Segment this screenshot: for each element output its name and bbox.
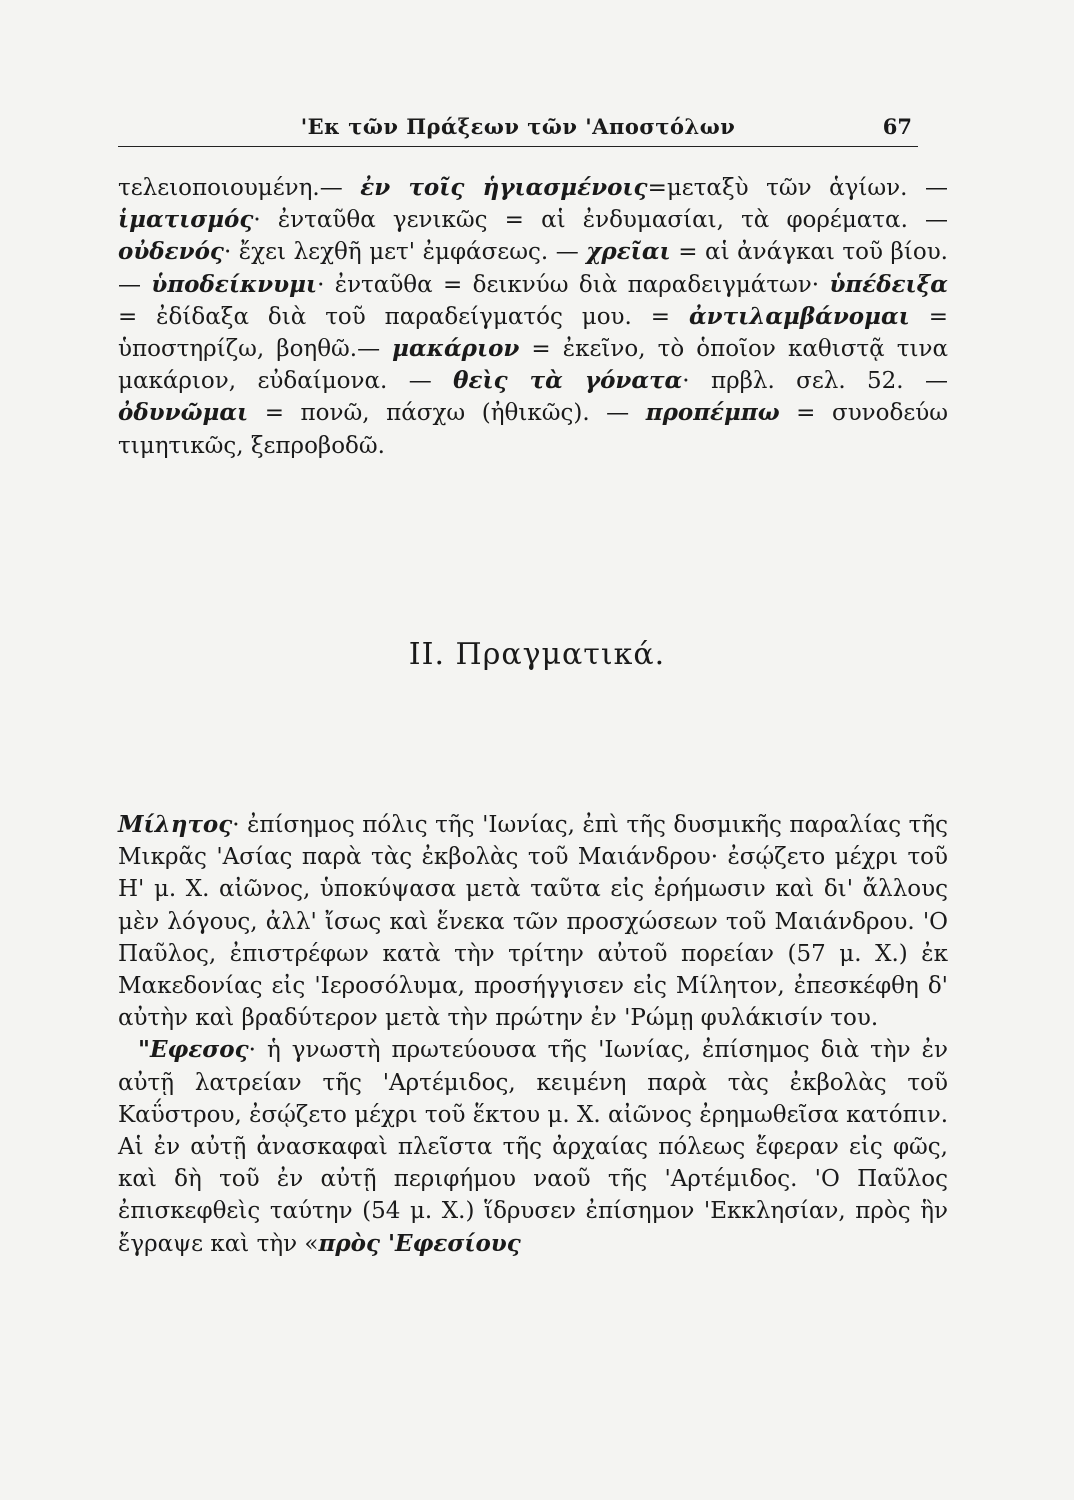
body-text: = συνοδεύω τιμητικῶς, ξεπροβοδῶ. [118, 400, 949, 459]
section-heading: II. Πραγματικά. [408, 637, 666, 672]
glossary-term: ὀδυνῶμαι [118, 399, 249, 427]
body-text: · ἡ γνωστὴ πρωτεύουσα τῆς 'Ιωνίας, ἐπίσημος διὰ τὴν ἐν αὐτῇ λατρείαν τῆς 'Αρτέμιδος, κειμένη παρὰ τὰς ἐκβολὰς τοῦ Καΰστρου, ἐσῴζετο μέχρι τοῦ ἕκτου μ. Χ. αἰῶνος ἐρημωθεῖσα κατόπιν. Αἱ ἐν αὐτῇ ἀνασκαφαὶ πλεῖστα τῆς ἀρχαίας πόλεως ἔφεραν εἰς φῶς, καὶ δὴ τοῦ ἐν αὐτῇ περιφήμου ναοῦ τῆς 'Αρτέμιδος. 'Ο Παῦλος ἐπισκεφθεὶς ταύτην (54 μ. Χ.) ἵδρυσεν ἐπίσημον 'Εκκλησίαν, πρὸς ἣν ἔγραψε καὶ τὴν « [118, 1037, 948, 1257]
body-text: · ἐνταῦθα γενικῶς = αἱ ἐνδυμασίαι, τὰ φορέματα. — [253, 207, 948, 234]
glossary-term: Μίλητος [118, 811, 233, 838]
body-text: = αἱ ἀνάγκαι τοῦ βίου. — [118, 239, 948, 298]
glossary-term: προπέμπω [645, 399, 780, 427]
body-text: = ἐδίδαξα διὰ τοῦ παραδείγματός μου. = [118, 303, 689, 330]
body-text: · πρβλ. σελ. 52. — [682, 368, 948, 395]
glossary-term: ἀντιλαμβάνομαι [688, 302, 910, 330]
glossary-term: πρὸς 'Εφεσίους [318, 1229, 521, 1257]
body-text: · ἔχει λεχθῆ μετ' ἐμφάσεως. — [223, 239, 587, 266]
glossary-term: μακάριον [392, 335, 520, 363]
running-title: 'Εκ τῶν Πράξεων τῶν 'Αποστόλων [300, 114, 736, 139]
glossary-term: ἱματισμός [118, 206, 254, 234]
glossary-term: χρεῖαι [586, 238, 671, 266]
glossary-text [118, 172, 948, 462]
glossary-paragraph [118, 172, 948, 462]
glossary-term: "Εφεσος [138, 1036, 249, 1064]
body-text: =μεταξὺ τῶν ἁγίων. — [647, 175, 948, 201]
glossary-term: θεὶς τὰ γόνατα [453, 367, 683, 395]
glossary-term: οὐδενός [118, 238, 224, 266]
place-entry [118, 1034, 948, 1259]
body-text: · ἐπίσημος πόλις τῆς 'Ιωνίας, ἐπὶ τῆς δυσμικῆς παραλίας τῆς Μικρᾶς 'Ασίας παρὰ τὰς ἐκβολὰς τοῦ Μαιάνδρου· ἐσῴζετο μέχρι τοῦ Η' μ. Χ. αἰῶνος, ὑποκύψασα μετὰ ταῦτα εἰς ἐρήμωσιν καὶ δι' ἄλλους μὲν λόγους, ἀλλ' ἴσως καὶ ἕνεκα τῶν προσχώσεων τοῦ Μαιάνδρου. 'Ο Παῦλος, ἐπιστρέφων κατὰ τὴν τρίτην αὐτοῦ πορείαν (57 μ. Χ.) ἐκ Μακεδονίας εἰς 'Ιεροσόλυμα, προσήγγισεν εἰς Μίλητον, ἐπεσκέφθη δ' αὐτὴν καὶ βραδύτερον μετὰ τὴν πρώτην ἐν 'Ρώμῃ φυλάκισίν του. [118, 812, 948, 1032]
body-text: = ὑποστηρίζω, βοηθῶ.— [118, 303, 948, 363]
page-number: 67 [882, 114, 912, 139]
glossary-term: ὑπέδειξα [829, 270, 949, 298]
glossary-term: ὑποδείκνυμι [151, 270, 318, 298]
glossary-term: ἐν τοῖς ἡγιασμένοις [360, 174, 648, 201]
body-text: = ἐκεῖνο, τὸ ὁποῖον καθιστᾷ τινα μακάριον, εὐδαίμονα. — [118, 336, 948, 395]
running-header [118, 112, 918, 147]
body-text: = πονῶ, πάσχω (ἠθικῶς). — [248, 400, 646, 427]
body-text: · ἐνταῦθα = δεικνύω διὰ παραδειγμάτων· [317, 271, 830, 298]
places-section [118, 809, 948, 1260]
place-entry [118, 809, 948, 1034]
body-text: τελειοποιουμένη.— [118, 175, 361, 201]
